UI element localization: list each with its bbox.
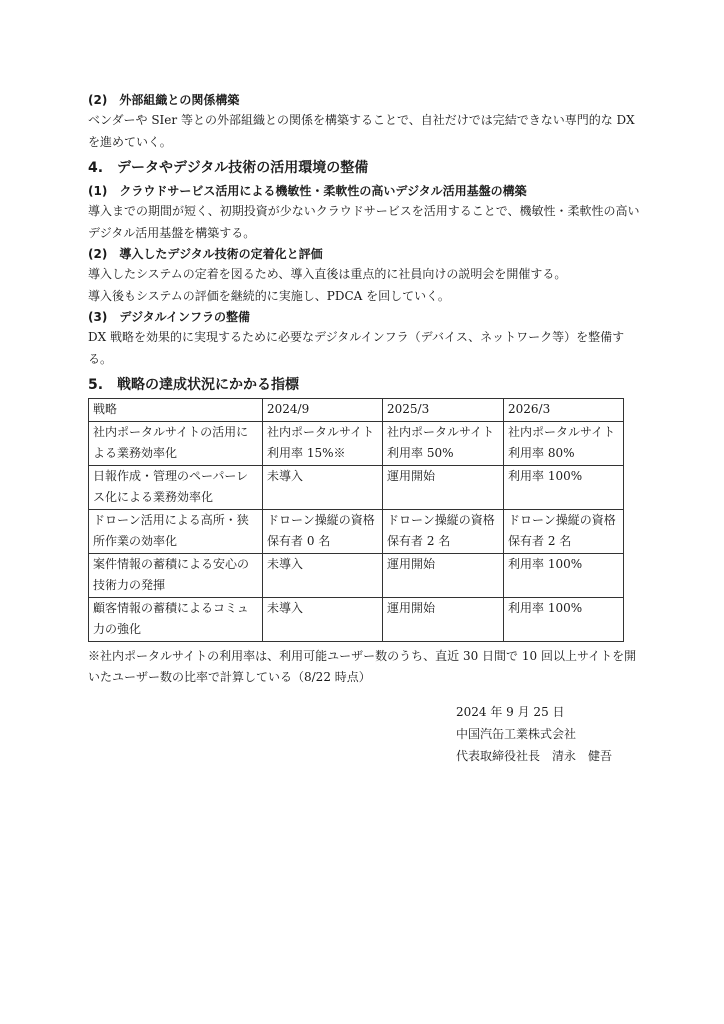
table-cell: ドローン操縦の資格保有者 2 名 <box>504 509 624 553</box>
table-cell: ドローン操縦の資格保有者 2 名 <box>383 509 504 553</box>
subheading-4-2: (2) 導入したデジタル技術の定着化と評価 <box>88 247 323 261</box>
table-cell: 利用率 100% <box>504 553 624 597</box>
table-row <box>89 553 624 597</box>
table-cell: 社内ポータルサイトの活用による業務効率化 <box>89 421 263 465</box>
section-heading-4: 4. データやデジタル技術の活用環境の整備 <box>88 160 369 176</box>
section-heading-external-relations: (2) 外部組織との関係構築 <box>88 93 240 107</box>
table-cell: 利用率 100% <box>504 597 624 641</box>
paragraph-4-2-b: 導入後もシステムの評価を継続的に実施し、PDCA を回していく。 <box>88 288 450 303</box>
table-header-cell: 2025/3 <box>383 399 504 422</box>
table-cell: 利用率 100% <box>504 465 624 509</box>
signature-company: 中国汽缶工業株式会社 <box>456 727 577 741</box>
table-cell: 案件情報の蓄積による安心の技術力の発揮 <box>89 553 263 597</box>
signature-date: 2024 年 9 月 25 日 <box>456 705 565 719</box>
table-cell: 未導入 <box>263 553 383 597</box>
kpi-table <box>88 398 624 642</box>
table-footnote: ※社内ポータルサイトの利用率は、利用可能ユーザー数のうち、直近 30 日間で 10 回以上サイトを開いたユーザー数の比率で計算している（8/22 時点） <box>88 648 637 684</box>
table-row <box>89 509 624 553</box>
paragraph-4-2-a: 導入したシステムの定着を図るため、導入直後は重点的に社員向けの説明会を開催する。 <box>88 267 567 281</box>
section-heading-5: 5. 戦略の達成状況にかかる指標 <box>88 377 300 393</box>
table-cell: 社内ポータルサイト利用率 80% <box>504 421 624 465</box>
table-cell: 社内ポータルサイト利用率 15%※ <box>263 421 383 465</box>
table-row <box>89 421 624 465</box>
subheading-4-3: (3) デジタルインフラの整備 <box>88 310 250 324</box>
table-cell: ドローン活用による高所・狭所作業の効率化 <box>89 509 263 553</box>
paragraph-4-1: 導入までの期間が短く、初期投資が少ないクラウドサービスを活用することで、機敏性・柔軟性の高いデジタル活用基盤を構築する。 <box>88 204 640 240</box>
table-header-cell: 戦略 <box>89 399 263 422</box>
table-cell: 運用開始 <box>383 597 504 641</box>
table-header-row <box>89 399 624 422</box>
signature-representative: 代表取締役社長 清永 健吾 <box>456 749 613 763</box>
paragraph-4-3: DX 戦略を効果的に実現するために必要なデジタルインフラ（デバイス、ネットワーク等）を整備する。 <box>88 330 625 366</box>
table-header-cell: 2024/9 <box>263 399 383 422</box>
table-row <box>89 465 624 509</box>
table-cell: ドローン操縦の資格保有者 0 名 <box>263 509 383 553</box>
table-cell: 運用開始 <box>383 553 504 597</box>
table-cell: 日報作成・管理のペーパーレス化による業務効率化 <box>89 465 263 509</box>
table-cell: 未導入 <box>263 597 383 641</box>
paragraph-external-relations: ベンダーや SIer 等との外部組織との関係を構築することで、自社だけでは完結できない専門的な DX を進めていく。 <box>88 113 635 149</box>
table-cell: 運用開始 <box>383 465 504 509</box>
table-cell: 未導入 <box>263 465 383 509</box>
table-cell: 社内ポータルサイト利用率 50% <box>383 421 504 465</box>
table-cell: 顧客情報の蓄積によるコミュ力の強化 <box>89 597 263 641</box>
subheading-4-1: (1) クラウドサービス活用による機敏性・柔軟性の高いデジタル活用基盤の構築 <box>88 184 527 198</box>
table-header-cell: 2026/3 <box>504 399 624 422</box>
table-row <box>89 597 624 641</box>
document-body <box>88 90 640 689</box>
